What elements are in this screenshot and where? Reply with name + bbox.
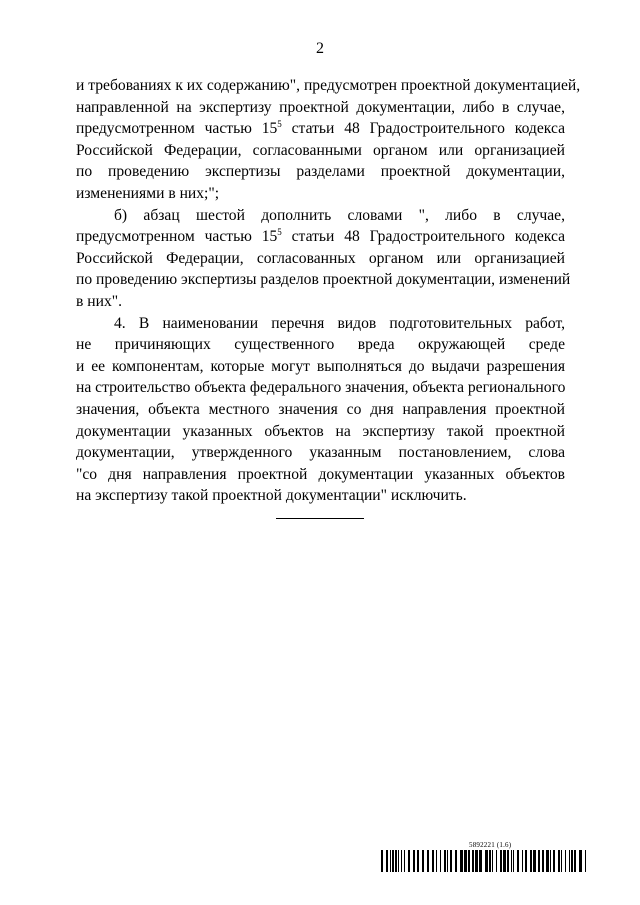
text-line-with-superscript [76,226,565,248]
barcode-bar [447,850,448,872]
barcode-bar [408,850,410,872]
barcode-bar [565,850,566,872]
barcode-bar [496,850,497,872]
barcode-bar [485,850,488,872]
barcode-bar [507,850,509,872]
barcode-bar [395,850,397,872]
barcode-caption: 5892221 (1.6) [469,841,512,849]
barcode-bar [427,850,429,872]
text-line: и ее компонентам, которые могут выполняться до выдачи разрешения [76,357,565,375]
barcode-bar [533,850,536,872]
document-body [76,75,581,507]
paragraph-4 [76,313,565,507]
text-line: направленной на экспертизу проектной документации, либо в случае, [76,98,565,116]
text-fragment: статьи 48 Градостроительного кодекса [281,120,565,138]
superscript: 5 [277,119,282,130]
barcode-bar [571,850,573,872]
text-line: Российской Федерации, согласованных органом или организацией [76,249,565,267]
superscript: 5 [277,227,282,238]
barcode-bar [492,850,493,872]
barcode-bar [513,850,514,872]
barcode [381,850,589,872]
barcode-bar [525,850,527,872]
barcode-bar [538,850,540,872]
barcode-bar [413,850,415,872]
text-line: и требованиях к их содержанию", предусмотрен проектной документацией, [76,77,581,94]
text-line: документации указанных объектов на экспертизу такой проектной [76,422,565,440]
barcode-bar [553,850,555,872]
barcode-bar [381,850,383,872]
barcode-bar [569,850,570,872]
barcode-bar [574,850,576,872]
barcode-bar [579,850,582,872]
barcode-bar [468,850,470,872]
barcode-bar [517,850,519,872]
text-line: значения, объекта местного значения со дня направления проектной [76,400,565,418]
text-line: в них". [76,292,123,310]
barcode-bar [450,850,452,872]
barcode-bar [417,850,419,872]
barcode-bar [390,850,391,872]
barcode-bar [464,850,467,872]
barcode-bar [585,850,586,872]
barcode-bar [511,850,512,872]
barcode-bar [530,850,532,872]
barcode-bar [489,850,491,872]
paragraph-continuation [76,75,581,205]
text-line: изменениями в них;"; [76,184,220,202]
barcode-bar [455,850,457,872]
barcode-bar [503,850,506,872]
barcode-bar [542,850,544,872]
barcode-bar [546,850,549,872]
barcode-bar [500,850,502,872]
barcode-bar [432,850,434,872]
barcode-bar [422,850,424,872]
barcode-bar [436,850,437,872]
text-line: б) абзац шестой дополнить словами ", либо в случае, [114,206,565,224]
text-line: "со дня направления проектной документации указанных объектов [76,465,565,483]
barcode-bar [522,850,523,872]
barcode-bar [401,850,402,872]
barcode-bar [472,850,474,872]
barcode-bar [386,850,388,872]
end-separator-line [276,518,364,519]
text-fragment: предусмотренном частью 15 [76,228,278,246]
text-fragment: предусмотренном частью 15 [76,120,278,138]
text-line: не причиняющих существенного вреда окружающей среде [76,336,565,354]
barcode-bar [475,850,478,872]
barcode-bar [460,850,463,872]
text-line: документации, утвержденного указанным постановлением, слова [76,444,565,462]
text-line: на строительство объекта федерального значения, объекта регионального [76,379,566,397]
barcode-bar [398,850,399,872]
text-line: по проведению экспертизы разделами проектной документации, [76,163,565,181]
text-line-with-superscript [76,118,565,140]
barcode-bar [558,850,560,872]
text-line: Российской Федерации, согласованными органом или организацией [76,141,565,159]
text-line: на экспертизу такой проектной документации" исключить. [76,487,467,505]
barcode-bar [440,850,441,872]
text-line: 4. В наименовании перечня видов подготовительных работ, [114,314,565,332]
barcode-bar [561,850,562,872]
paragraph-b [76,205,571,313]
barcode-bar [479,850,482,872]
page-number: 2 [316,40,324,57]
text-fragment: статьи 48 Градостроительного кодекса [281,228,565,246]
barcode-bar [550,850,551,872]
barcode-bar [404,850,405,872]
text-line: по проведению экспертизы разделов проектной документации, изменений [76,271,571,289]
barcode-bar [392,850,394,872]
barcode-bar [444,850,446,872]
